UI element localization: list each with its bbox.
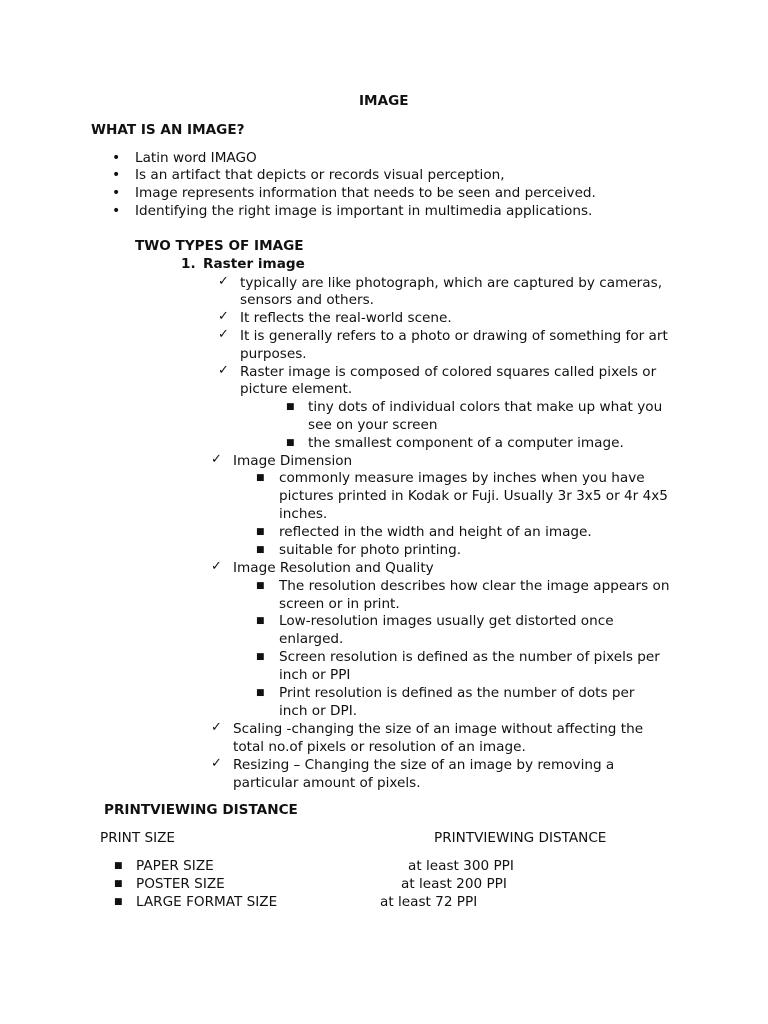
- list-item: Raster image is composed of colored squares called pixels or: [240, 364, 657, 380]
- list-item: It reflects the real-world scene.: [240, 310, 452, 326]
- list-item: inch or DPI.: [279, 703, 358, 719]
- list-item: sensors and others.: [240, 292, 374, 308]
- list-item: Resizing – Changing the size of an image by removing a: [233, 757, 615, 773]
- check-icon: ✓: [211, 559, 222, 574]
- list-item: inches.: [279, 506, 328, 522]
- check-icon: ✓: [218, 327, 229, 342]
- check-icon: ✓: [218, 309, 229, 324]
- list-item: screen or in print.: [279, 596, 400, 612]
- check-icon: ✓: [218, 363, 229, 378]
- section-heading-what-is-image: WHAT IS AN IMAGE?: [91, 122, 245, 138]
- list-item: purposes.: [240, 346, 307, 362]
- square-bullet-icon: ■: [286, 402, 295, 412]
- subheading-raster-image: Raster image: [203, 256, 305, 272]
- table-cell-distance: at least 300 PPI: [408, 858, 514, 874]
- table-cell-size: PAPER SIZE: [136, 858, 214, 874]
- list-item-label: Image Resolution and Quality: [233, 560, 434, 576]
- list-item: It is generally refers to a photo or drawing of something for art: [240, 328, 668, 344]
- list-item: tiny dots of individual colors that make up what you: [308, 399, 663, 415]
- list-item: pictures printed in Kodak or Fuji. Usually 3r 3x5 or 4r 4x5: [279, 488, 668, 504]
- list-item: Print resolution is defined as the number of dots per: [279, 685, 635, 701]
- table-cell-size: POSTER SIZE: [136, 876, 225, 892]
- list-item: total no.of pixels or resolution of an image.: [233, 739, 526, 755]
- list-item: commonly measure images by inches when you have: [279, 470, 645, 486]
- square-bullet-icon: ■: [256, 688, 265, 698]
- check-icon: ✓: [211, 720, 222, 735]
- list-item: suitable for photo printing.: [279, 542, 462, 558]
- list-item: Low-resolution images usually get distorted once: [279, 613, 614, 629]
- bullet-icon: •: [112, 203, 121, 219]
- square-bullet-icon: ■: [256, 652, 265, 662]
- list-item: see on your screen: [308, 417, 438, 433]
- bullet-icon: •: [112, 185, 121, 201]
- list-item: Screen resolution is defined as the number of pixels per: [279, 649, 660, 665]
- check-icon: ✓: [211, 756, 222, 771]
- table-header-print-size: PRINT SIZE: [100, 830, 175, 846]
- square-bullet-icon: ■: [256, 545, 265, 555]
- list-item: Scaling -changing the size of an image without affecting the: [233, 721, 644, 737]
- list-item: reflected in the width and height of an image.: [279, 524, 592, 540]
- table-cell-distance: at least 72 PPI: [380, 894, 478, 910]
- square-bullet-icon: ■: [256, 473, 265, 483]
- bullet-icon: •: [112, 150, 121, 166]
- document-title: IMAGE: [359, 93, 409, 109]
- list-number: 1.: [181, 256, 196, 272]
- square-bullet-icon: ■: [114, 897, 123, 907]
- list-item: Latin word IMAGO: [135, 150, 257, 166]
- list-item-label: Image Dimension: [233, 453, 353, 469]
- section-heading-printviewing-distance: PRINTVIEWING DISTANCE: [104, 802, 298, 818]
- check-icon: ✓: [211, 452, 222, 467]
- list-item: particular amount of pixels.: [233, 775, 421, 791]
- square-bullet-icon: ■: [256, 581, 265, 591]
- square-bullet-icon: ■: [256, 527, 265, 537]
- table-cell-distance: at least 200 PPI: [401, 876, 507, 892]
- list-item: enlarged.: [279, 631, 344, 647]
- square-bullet-icon: ■: [114, 879, 123, 889]
- table-header-printviewing-distance: PRINTVIEWING DISTANCE: [434, 830, 607, 846]
- list-item: Is an artifact that depicts or records visual perception,: [135, 167, 505, 183]
- list-item: Image represents information that needs to be seen and perceived.: [135, 185, 596, 201]
- square-bullet-icon: ■: [286, 438, 295, 448]
- list-item: The resolution describes how clear the image appears on: [279, 578, 670, 594]
- bullet-icon: •: [112, 167, 121, 183]
- table-cell-size: LARGE FORMAT SIZE: [136, 894, 278, 910]
- check-icon: ✓: [218, 274, 229, 289]
- list-item: the smallest component of a computer image.: [308, 435, 624, 451]
- list-item: Identifying the right image is important in multimedia applications.: [135, 203, 593, 219]
- square-bullet-icon: ■: [114, 861, 123, 871]
- list-item: inch or PPI: [279, 667, 351, 683]
- square-bullet-icon: ■: [256, 616, 265, 626]
- section-heading-two-types: TWO TYPES OF IMAGE: [135, 238, 304, 254]
- list-item: picture element.: [240, 381, 353, 397]
- list-item: typically are like photograph, which are captured by cameras,: [240, 275, 663, 291]
